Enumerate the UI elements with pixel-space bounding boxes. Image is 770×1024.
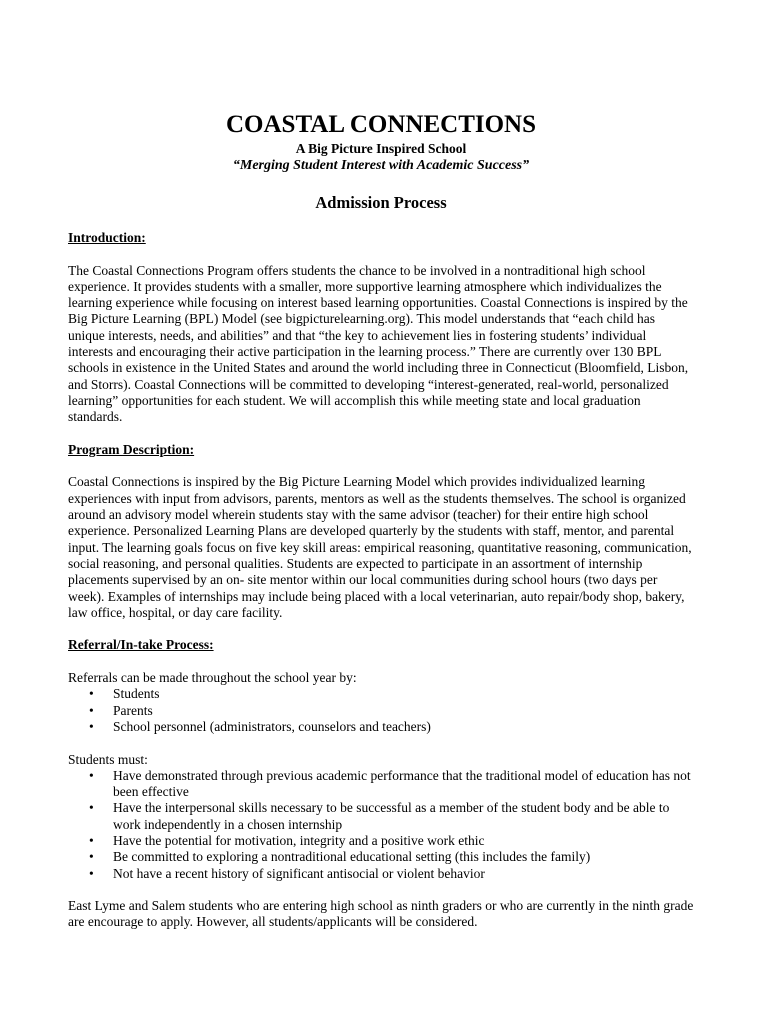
document-title: COASTAL CONNECTIONS <box>225 111 537 138</box>
closing-paragraph: East Lyme and Salem students who are entering high school as ninth graders or who are currently in the ninth grade are encourage to apply. However, all students/applicants will be considered. <box>68 898 694 930</box>
list-item: • Parents <box>89 702 153 718</box>
bullet-icon: • <box>89 865 94 881</box>
list-item: • Have demonstrated through previous academic performance that the traditional model of education has not been effective <box>89 767 691 800</box>
list-item: • Students <box>89 686 160 702</box>
list-item: • Not have a recent history of significant antisocial or violent behavior <box>89 865 485 881</box>
list-item: • School personnel (administrators, counselors and teachers) <box>89 718 431 734</box>
bullet-icon: • <box>89 849 94 865</box>
document-subtitle: A Big Picture Inspired School <box>295 141 467 156</box>
bullet-icon: • <box>89 767 94 783</box>
bullet-icon: • <box>89 832 94 848</box>
list-item: • Have the interpersonal skills necessary to be successful as a member of the student body and be able to work independently in a chosen internship <box>89 800 670 832</box>
school-motto: “Merging Student Interest with Academic Success” <box>232 158 530 173</box>
list-item: • Be committed to exploring a nontraditional educational setting (this includes the family) <box>89 849 591 865</box>
bullet-icon: • <box>89 686 94 702</box>
program-description-paragraph: Coastal Connections is inspired by the Big Picture Learning Model which provides individualized learning experiences with input from advisors, parents, mentors as well as the students themselves. The school is organized around an advisory model wherein students stay with the same advisor (teacher) for their entire high school experience. Personalized Learning Plans are developed quarterly by the students with staff, mentor, and parental input. The learning goals focus on five key skill areas: empirical reasoning, quantitative reasoning, communication, social reasoning, and personal qualities. Students are expected to participate in an assortment of internship placements supervised by an on- site mentor within our local communities during school hours (two days per week). Examples of internships may include being placed with a local veterinarian, auto repair/body shop, bakery, law office, hospital, or day care facility. <box>68 474 692 620</box>
students-must-intro: Students must: <box>68 751 148 767</box>
program-description-heading: Program Description: <box>68 441 195 457</box>
introduction-heading: Introduction: <box>68 230 146 245</box>
bullet-icon: • <box>89 800 94 816</box>
introduction-paragraph: The Coastal Connections Program offers students the chance to be involved in a nontraditional high school experience. It provides students with a smaller, more supportive learning atmosphere which individualizes the learning experience while focusing on interest based learning opportunities. Coastal Connections is inspired by the Big Picture Learning (BPL) Model (see bigpicturelearning.org). This model understands that “each child has unique interests, needs, and abilities” and that “the key to achievement lies in fostering students’ individual interests and encouraging their active participation in the learning process.” There are currently over 130 BPL schools in existence in the United States and around the world including three in Connecticut (Bloomfield, Lisbon, and Storrs). Coastal Connections will be committed to developing “interest-generated, real-world, personalized learning” opportunities for each student. We will accomplish this while meeting state and local graduation standards. <box>68 262 689 425</box>
student-requirements-list <box>68 768 694 882</box>
referral-process-heading: Referral/In-take Process: <box>68 637 214 653</box>
admission-process-heading: Admission Process <box>315 193 447 212</box>
bullet-icon: • <box>89 718 94 734</box>
referrals-intro: Referrals can be made throughout the school year by: <box>68 670 357 686</box>
referral-sources-list <box>68 686 694 735</box>
bullet-icon: • <box>89 702 94 718</box>
list-item: • Have the potential for motivation, integrity and a positive work ethic <box>89 832 485 848</box>
